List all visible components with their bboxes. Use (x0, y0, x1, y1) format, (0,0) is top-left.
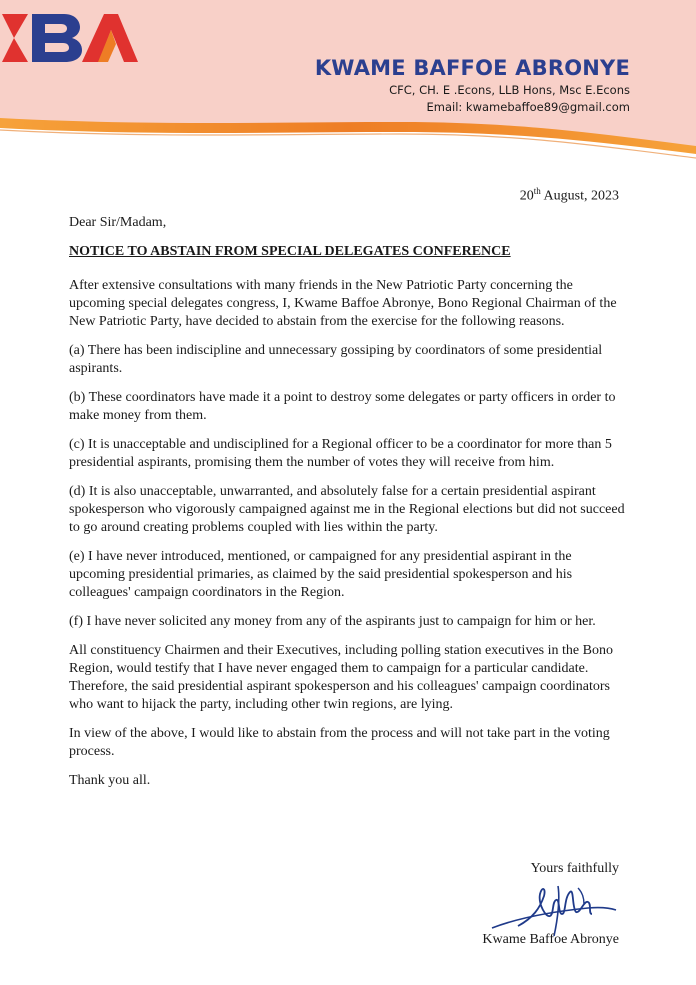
paragraph-reason-e: (e) I have never introduced, mentioned, or campaigned for any presidential aspirant in the upcoming presidential primaries, as claimed by the said presidential spokesperson and his colleagues' campaign coordinators in the Region. (69, 549, 573, 600)
paragraph-intro: After extensive consultations with many friends in the New Patriotic Party concerning the upcoming special delegates congress, I, Kwame Baffoe Abronye, Bono Regional Chairman of the New Patriotic Party, have decided to abstain from the exercise for the following reasons. (69, 278, 617, 329)
paragraph-thanks: Thank you all. (69, 773, 151, 788)
date-day: 20 (519, 188, 534, 204)
letter-title: NOTICE TO ABSTAIN FROM SPECIAL DELEGATES CONFERENCE (69, 244, 511, 259)
paragraph-conclusion: In view of the above, I would like to abstain from the process and will not take part in the voting process. (69, 726, 610, 759)
kba-logo (0, 0, 140, 66)
salutation: Dear Sir/Madam, (69, 215, 167, 230)
date-month-year: August, 2023 (540, 188, 619, 204)
date-suffix: th (533, 186, 541, 196)
letterhead-name: KWAME BAFFOE ABRONYE (314, 56, 630, 80)
paragraph-reason-b: (b) These coordinators have made it a point to destroy some delegates or party officers in order to make money from them. (69, 390, 616, 423)
signatory-name: Kwame Baffoe Abronye (482, 932, 619, 947)
letter-body (69, 277, 629, 801)
paragraph-reason-d: (d) It is also unacceptable, unwarranted, and absolutely false for a certain presidential aspirant spokesperson who vigorously campaigned against me in the Regional elections but did not succeed to go around creating problems coupled with lies within the party. (69, 484, 625, 535)
paragraph-reason-f: (f) I have never solicited any money from any of the aspirants just to campaign for him or her. (69, 614, 596, 629)
letter-date (520, 186, 619, 205)
letterhead-email: Email: kwamebaffoe89@gmail.com (426, 100, 630, 114)
paragraph-reason-a: (a) There has been indiscipline and unnecessary gossiping by coordinators of some presidential aspirants. (69, 343, 603, 376)
closing: Yours faithfully (530, 861, 619, 876)
paragraph-testimony: All constituency Chairmen and their Executives, including polling station executives in the Bono Region, would testify that I have never engaged them to campaign for a particular candidate. Therefore, the said presidential aspirant spokesperson and his colleagues' campaign coordinators who want to hijack the party, including other twin regions, are lying. (69, 643, 613, 712)
signature (488, 878, 620, 940)
letterhead-credentials: CFC, CH. E .Econs, LLB Hons, Msc E.Econs (389, 83, 630, 97)
letterhead (0, 0, 696, 165)
paragraph-reason-c: (c) It is unacceptable and undisciplined for a Regional officer to be a coordinator for more than 5 presidential aspirants, promising them the number of votes they will receive from him. (69, 437, 612, 470)
